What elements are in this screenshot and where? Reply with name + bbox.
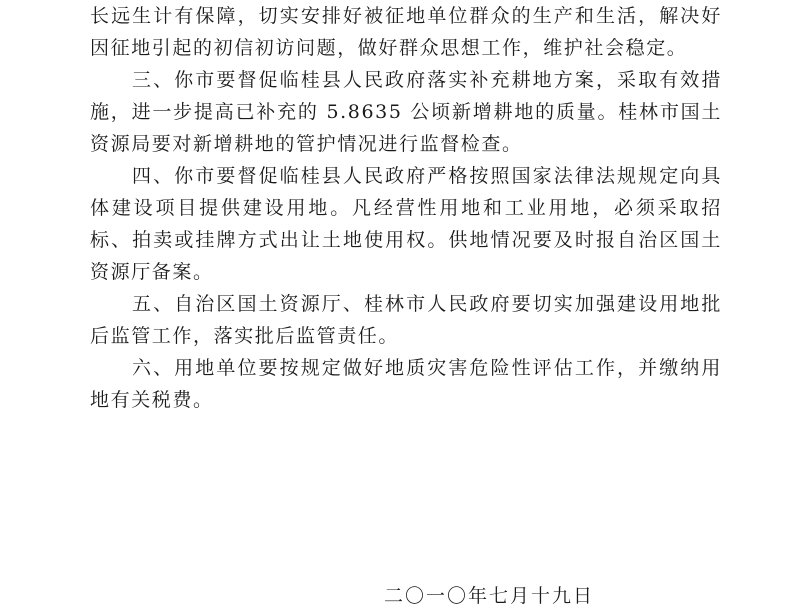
paragraph-item-5: 五、自治区国土资源厅、桂林市人民政府要切实加强建设用地批后监管工作，落实批后监管责任。 [90, 293, 722, 347]
paragraph-item-3: 三、你市要督促临桂县人民政府落实补充耕地方案，采取有效措施，进一步提高已补充的 5.8635 公顷新增耕地的质量。桂林市国土资源局要对新增耕地的管护情况进行监督检查。 [90, 69, 722, 155]
paragraph-item-4: 四、你市要督促临桂县人民政府严格按照国家法律法规规定向具体建设项目提供建设用地。凡经营性用地和工业用地，必须采取招标、拍卖或挂牌方式出让土地使用权。供地情况要及时报自治区国土资源厅备案。 [90, 165, 722, 283]
document-date: 二〇一〇年七月十九日 [384, 585, 595, 607]
paragraph-continuation: 长远生计有保障，切实安排好被征地单位群众的生产和生活，解决好因征地引起的初信初访问题，做好群众思想工作，维护社会稳定。 [90, 5, 722, 59]
paragraph-item-6: 六、用地单位要按规定做好地质灾害危险性评估工作，并缴纳用地有关税费。 [90, 357, 722, 411]
document-body [90, 0, 722, 416]
